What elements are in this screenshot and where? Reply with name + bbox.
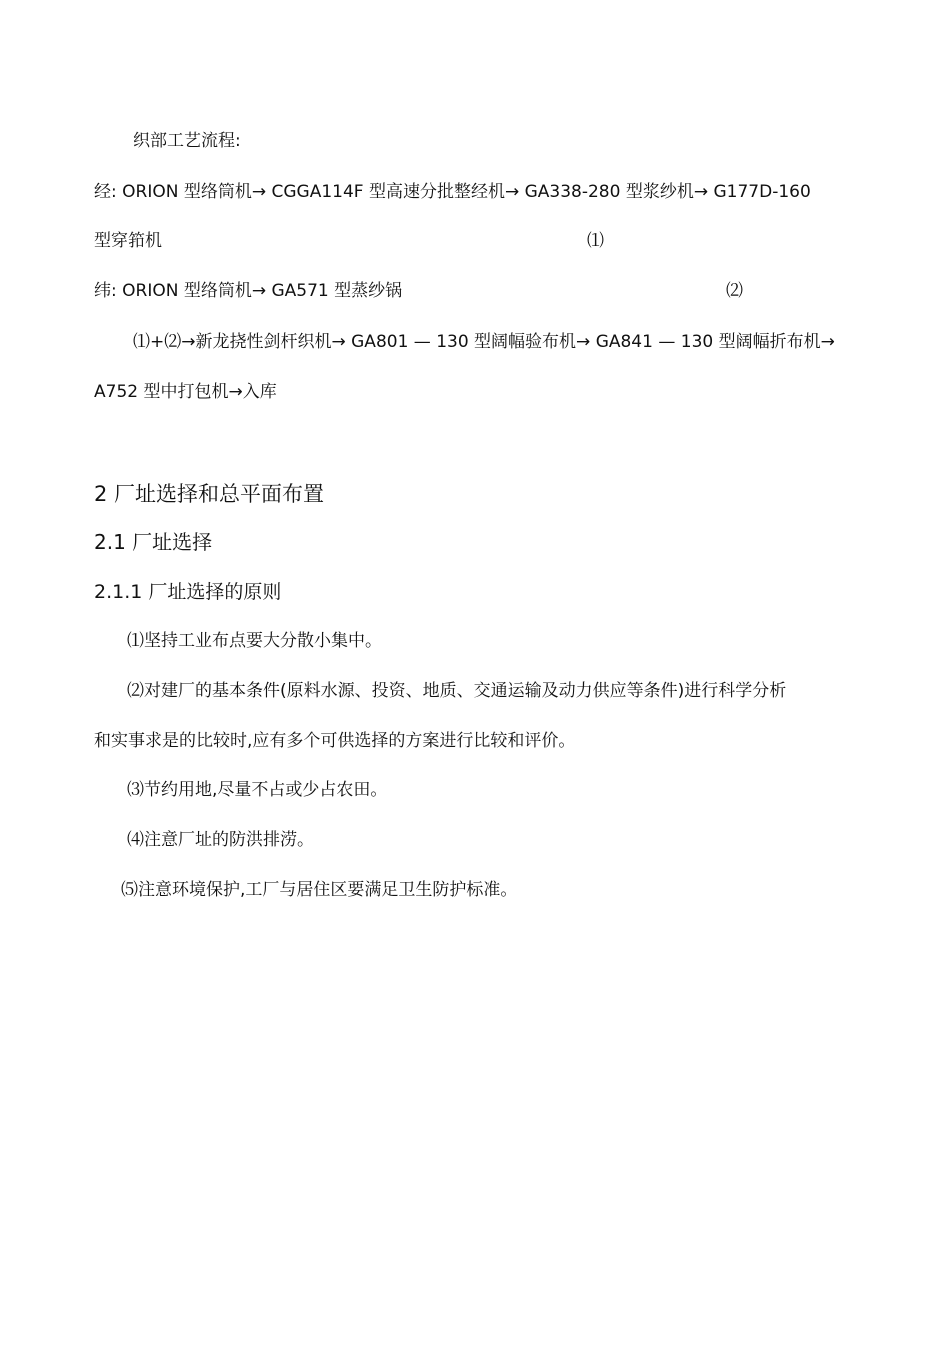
section-heading: 2 厂址选择和总平面布置	[94, 482, 325, 506]
sub-sub-section-heading: 2.1.1 厂址选择的原则	[94, 581, 282, 603]
combined-line-2: A752 型中打包机→入库	[94, 382, 277, 402]
combined-line-1: ⑴+⑵→新龙挠性剑杆织机→ GA801 — 130 型阔幅验布机→ GA841 — 130 型阔幅折布机→	[133, 332, 835, 352]
principle-2-continued: 和实事求是的比较时,应有多个可供选择的方案进行比较和评价。	[94, 731, 576, 751]
sub-section-heading: 2.1 厂址选择	[94, 530, 213, 554]
principle-4: ⑷注意厂址的防洪排涝。	[127, 830, 314, 850]
principle-3: ⑶节约用地,尽量不占或少占农田。	[127, 780, 388, 800]
warp-line-2: 型穿筘机	[94, 231, 162, 251]
warp-line-1: 经: ORION 型络筒机→ CGGA114F 型高速分批整经机→ GA338-280 型浆纱机→ G177D-160	[94, 182, 811, 202]
flow-heading: 织部工艺流程:	[133, 131, 241, 151]
warp-marker: ⑴	[587, 231, 604, 251]
weft-line: 纬: ORION 型络筒机→ GA571 型蒸纱锅	[94, 281, 403, 301]
principle-5: ⑸注意环境保护,工厂与居住区要满足卫生防护标准。	[121, 880, 518, 900]
weft-marker: ⑵	[726, 281, 743, 301]
principle-2: ⑵对建厂的基本条件(原料水源、投资、地质、交通运输及动力供应等条件)进行科学分析	[127, 681, 787, 701]
principle-1: ⑴坚持工业布点要大分散小集中。	[127, 631, 382, 651]
